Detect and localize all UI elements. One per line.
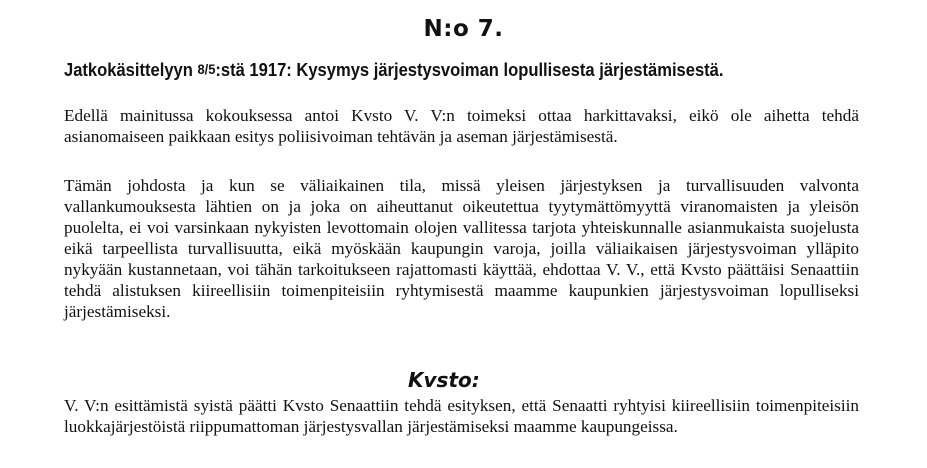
agenda-item-date-fraction: 8/5 [197,61,216,77]
paragraph-background-text: Edellä mainitussa kokouksessa antoi Kvsto V. V:n toimeksi ottaa harkittavaksi, eikö ole aihetta tehdä asianomaiseen paikkaan esitys poliisivoiman tehtävän ja aseman järjestämisestä. [64,106,859,146]
agenda-item-title [64,60,800,81]
agenda-item-title-suffix: :stä 1917: Kysymys järjestysvoiman lopullisesta järjestämisestä. [215,60,724,80]
document-number-heading: N:o 7. [423,16,504,42]
paragraph-background [64,105,859,147]
paragraph-decision [64,395,859,437]
paragraph-decision-text: V. V:n esittämistä syistä päätti Kvsto Senaattiin tehdä esityksen, että Senaatti ryhtyisi kiireellisiin toimenpiteisiin luokkajärjestöistä riippumattoman järjestysvallan järjestämiseksi maamme kaupungeissa. [64,396,859,436]
agenda-item-title-prefix: Jatkokäsittelyyn [64,60,198,80]
decision-section-label: Kvsto: [408,368,480,392]
paragraph-proposal [64,175,859,322]
paragraph-proposal-text: Tämän johdosta ja kun se väliaikainen tila, missä yleisen järjestyksen ja turvallisuuden valvonta vallankumouksesta lähtien on ja joka on aiheuttanut oikeutettua tyytymättömyyttä viranomaisten ja yleisön puolelta, ei voi varsinkaan nykyisten levottomain olojen vallitessa tarjota yhteiskunnalle asianmukaista suojelusta eikä tarpeellista turvallisuutta, eikä myöskään kaupungin varoja, joilla väliaikaisen järjestysvoiman ylläpito nykyään kustannetaan, voi tähän tarkoitukseen rajattomasti käyttää, ehdottaa V. V., että Kvsto päättäisi Senaattiin tehdä alistuksen kiireellisiin toimenpiteisiin ryhtymisestä maamme kaupunkien järjestysvoiman lopulliseksi järjestämiseksi. [64,176,859,321]
